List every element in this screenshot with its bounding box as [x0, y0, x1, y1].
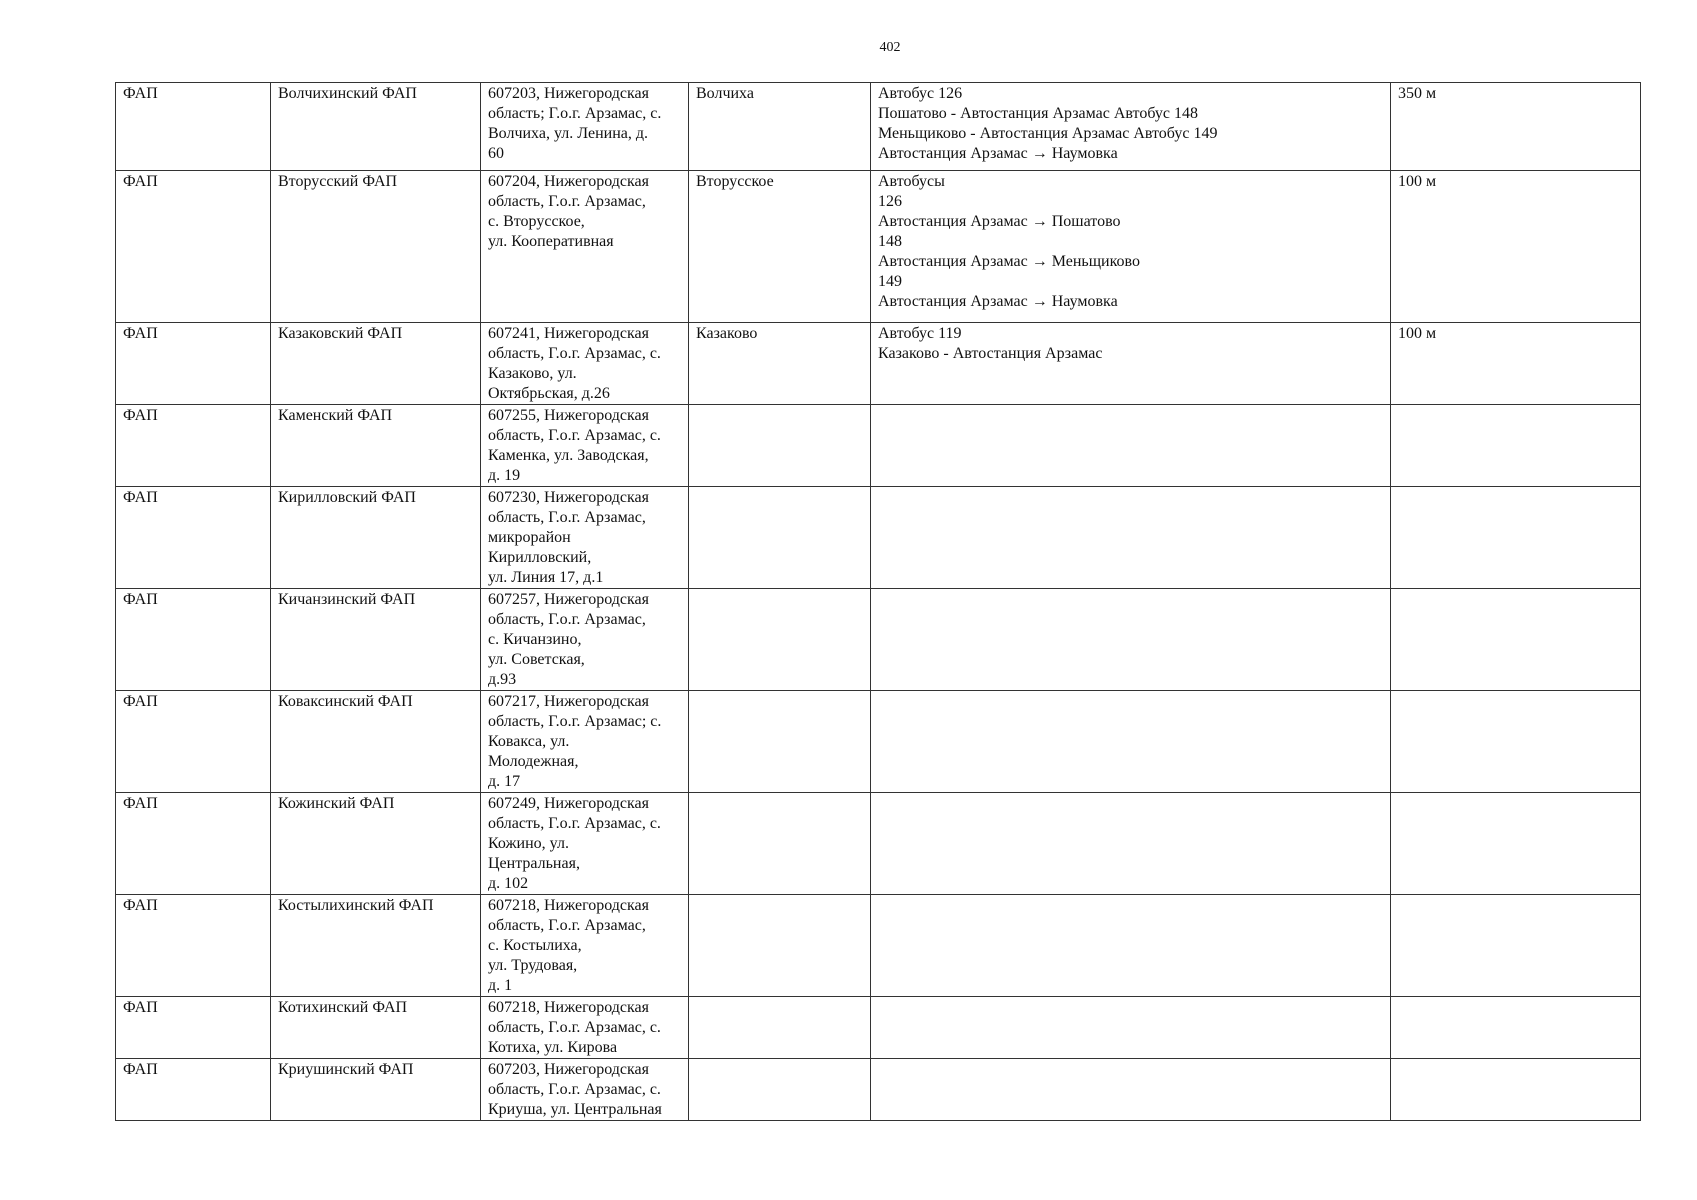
cell-distance [1391, 487, 1641, 589]
cell-name: Кичанзинский ФАП [271, 589, 481, 691]
cell-type: ФАП [116, 1059, 271, 1121]
cell-distance: 100 м [1391, 171, 1641, 323]
table-row [116, 997, 1641, 1059]
cell-name: Вторусский ФАП [271, 171, 481, 323]
cell-address: 607241, Нижегородская область, Г.о.г. Арзамас, с. Казаково, ул. Октябрьская, д.26 [481, 323, 689, 405]
cell-type: ФАП [116, 793, 271, 895]
cell-transport [871, 997, 1391, 1059]
cell-name: Коваксинский ФАП [271, 691, 481, 793]
table-row [116, 487, 1641, 589]
cell-name: Казаковский ФАП [271, 323, 481, 405]
cell-transport: Автобус 126 Пошатово - Автостанция Арзамас Автобус 148 Меньщиково - Автостанция Арзамас Автобус 149 Автостанция Арзамас → Наумовка [871, 83, 1391, 171]
table-row [116, 83, 1641, 171]
cell-type: ФАП [116, 323, 271, 405]
cell-type: ФАП [116, 589, 271, 691]
cell-village [689, 487, 871, 589]
cell-village: Вторусское [689, 171, 871, 323]
cell-address: 607218, Нижегородская область, Г.о.г. Арзамас, с. Костылиха, ул. Трудовая, д. 1 [481, 895, 689, 997]
table-row [116, 793, 1641, 895]
cell-type: ФАП [116, 83, 271, 171]
cell-address: 607218, Нижегородская область, Г.о.г. Арзамас, с. Котиха, ул. Кирова [481, 997, 689, 1059]
cell-type: ФАП [116, 171, 271, 323]
table-row [116, 589, 1641, 691]
cell-transport [871, 1059, 1391, 1121]
cell-transport: Автобусы 126 Автостанция Арзамас → Пошатово 148 Автостанция Арзамас → Меньщиково 149 Автостанция Арзамас → Наумовка [871, 171, 1391, 323]
cell-village [689, 1059, 871, 1121]
cell-village [689, 405, 871, 487]
cell-distance: 100 м [1391, 323, 1641, 405]
table-row [116, 171, 1641, 323]
cell-village: Казаково [689, 323, 871, 405]
cell-name: Кожинский ФАП [271, 793, 481, 895]
cell-distance [1391, 405, 1641, 487]
cell-address: 607217, Нижегородская область, Г.о.г. Арзамас; с. Ковакса, ул. Молодежная, д. 17 [481, 691, 689, 793]
cell-transport [871, 793, 1391, 895]
cell-distance [1391, 589, 1641, 691]
page-number: 402 [879, 40, 901, 55]
facilities-table [115, 82, 1641, 1121]
cell-distance: 350 м [1391, 83, 1641, 171]
cell-type: ФАП [116, 691, 271, 793]
cell-address: 607230, Нижегородская область, Г.о.г. Арзамас, микрорайон Кирилловский, ул. Линия 17, д.1 [481, 487, 689, 589]
cell-type: ФАП [116, 487, 271, 589]
cell-village: Волчиха [689, 83, 871, 171]
cell-name: Костылихинский ФАП [271, 895, 481, 997]
cell-address: 607257, Нижегородская область, Г.о.г. Арзамас, с. Кичанзино, ул. Советская, д.93 [481, 589, 689, 691]
cell-address: 607203, Нижегородская область; Г.о.г. Арзамас, с. Волчиха, ул. Ленина, д. 60 [481, 83, 689, 171]
cell-type: ФАП [116, 895, 271, 997]
cell-transport [871, 691, 1391, 793]
cell-village [689, 895, 871, 997]
cell-transport [871, 405, 1391, 487]
cell-village [689, 589, 871, 691]
cell-village [689, 997, 871, 1059]
cell-distance [1391, 691, 1641, 793]
table-row [116, 691, 1641, 793]
cell-transport [871, 895, 1391, 997]
table-row [116, 895, 1641, 997]
cell-name: Котихинский ФАП [271, 997, 481, 1059]
cell-address: 607203, Нижегородская область, Г.о.г. Арзамас, с. Криуша, ул. Центральная [481, 1059, 689, 1121]
table-body [116, 83, 1641, 1121]
cell-address: 607249, Нижегородская область, Г.о.г. Арзамас, с. Кожино, ул. Центральная, д. 102 [481, 793, 689, 895]
cell-address: 607255, Нижегородская область, Г.о.г. Арзамас, с. Каменка, ул. Заводская, д. 19 [481, 405, 689, 487]
cell-distance [1391, 895, 1641, 997]
table-row [116, 323, 1641, 405]
cell-address: 607204, Нижегородская область, Г.о.г. Арзамас, с. Вторусское, ул. Кооперативная [481, 171, 689, 323]
table-row [116, 1059, 1641, 1121]
cell-village [689, 691, 871, 793]
cell-type: ФАП [116, 997, 271, 1059]
cell-transport [871, 487, 1391, 589]
cell-village [689, 793, 871, 895]
cell-name: Криушинский ФАП [271, 1059, 481, 1121]
cell-name: Кирилловский ФАП [271, 487, 481, 589]
cell-distance [1391, 1059, 1641, 1121]
cell-type: ФАП [116, 405, 271, 487]
cell-distance [1391, 997, 1641, 1059]
table-row [116, 405, 1641, 487]
cell-name: Волчихинский ФАП [271, 83, 481, 171]
cell-transport: Автобус 119 Казаково - Автостанция Арзамас [871, 323, 1391, 405]
cell-transport [871, 589, 1391, 691]
cell-distance [1391, 793, 1641, 895]
cell-name: Каменский ФАП [271, 405, 481, 487]
